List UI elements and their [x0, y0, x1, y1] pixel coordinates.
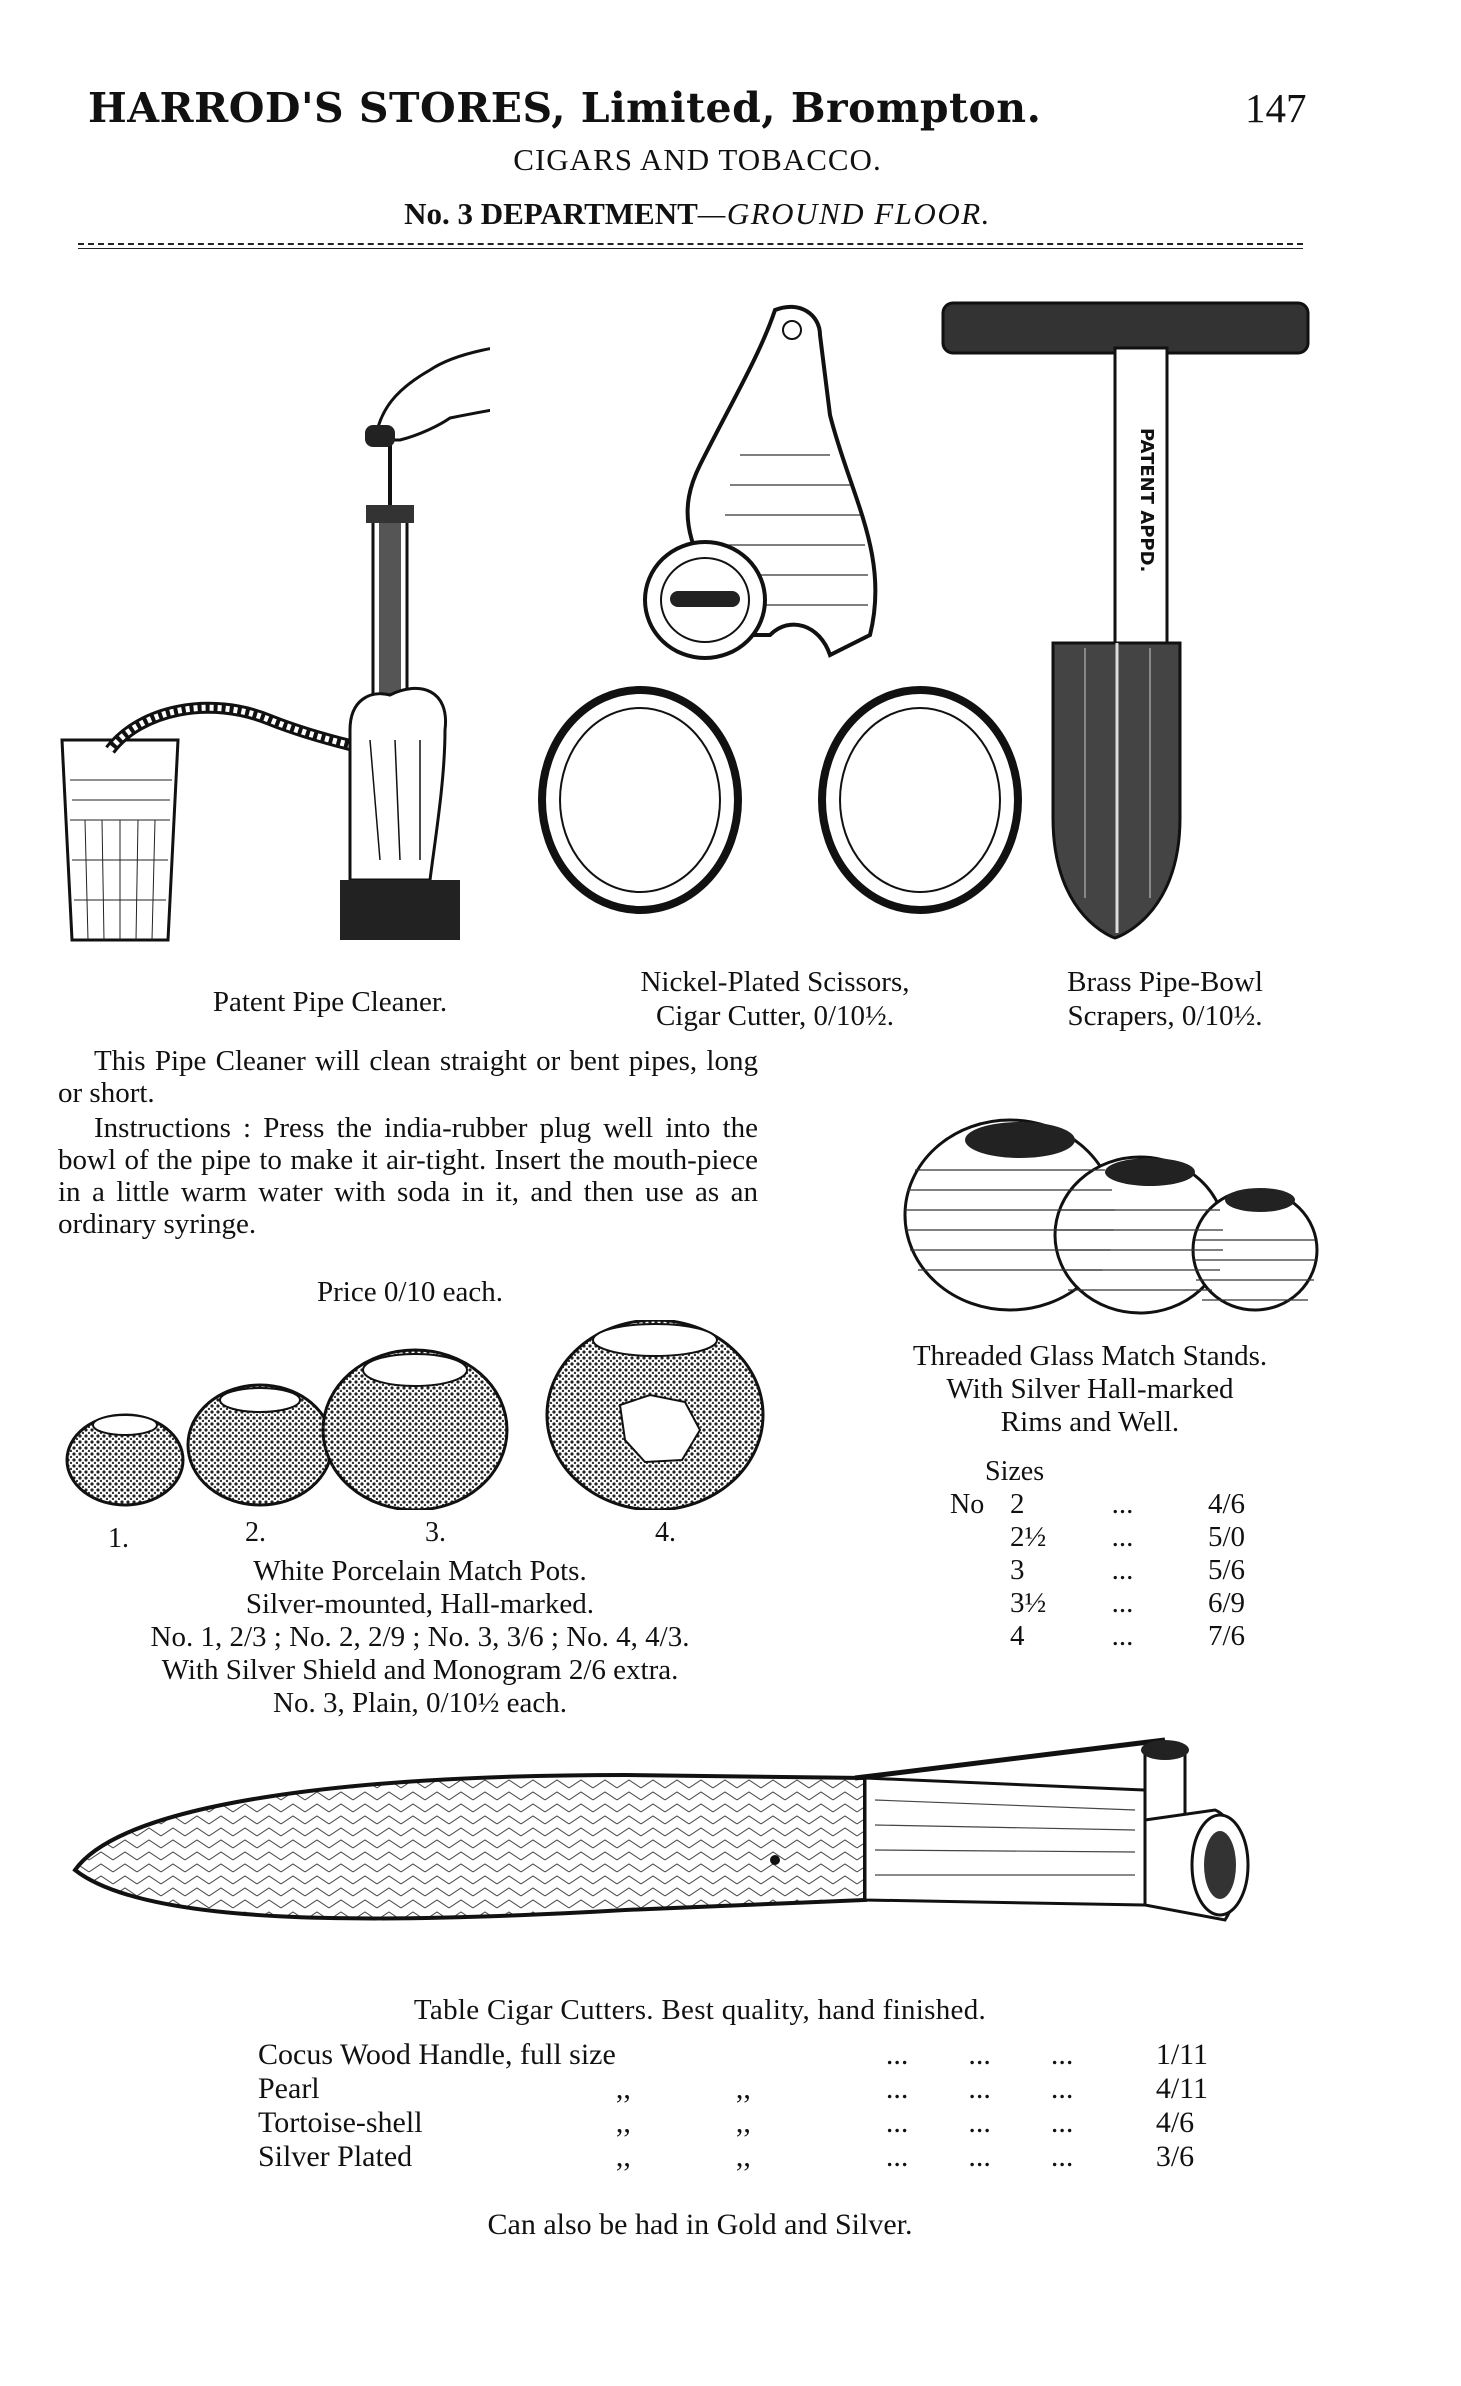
- match-stands-caption-line3: Rims and Well.: [1000, 1406, 1180, 1438]
- match-stands-illustration: [900, 1110, 1320, 1320]
- sizes-no-label: No: [950, 1489, 985, 1520]
- sizes-price: 7/6: [1207, 1620, 1245, 1652]
- sizes-price: 6/9: [1207, 1587, 1245, 1619]
- floor-label: —GROUND FLOOR.: [697, 196, 991, 231]
- cutter-dots: ... ... ...: [885, 2038, 1074, 2071]
- scissors-caption-line1: Nickel-Plated Scissors,: [640, 966, 910, 998]
- section-subtitle: CIGARS AND TOBACCO.: [513, 142, 882, 177]
- match-pot-number-1: 1.: [108, 1523, 129, 1554]
- scraper-caption-line1: Brass Pipe-Bowl: [1067, 966, 1263, 998]
- match-pots-line4: With Silver Shield and Monogram 2/6 extra.: [161, 1654, 679, 1686]
- cutter-q1: [616, 2038, 736, 2072]
- cutter-dots: ... ... ...: [885, 2106, 1074, 2139]
- match-pots-illustration: [60, 1320, 780, 1510]
- scissors-caption-line2: Cigar Cutter, 0/10½.: [655, 1000, 895, 1032]
- pipe-cleaner-instructions: Instructions : Press the india-rubber plug well into the bowl of the pipe to make it air-tight. Insert the mouth-piece in a little warm water with soda in it, and then use as an ordinary syringe.: [58, 1112, 758, 1240]
- sizes-price: 5/0: [1207, 1521, 1245, 1553]
- sizes-row: [1010, 1587, 1245, 1620]
- cutter-price: 1/11: [1155, 2038, 1209, 2071]
- cutter-q1: ,,: [615, 2106, 631, 2139]
- match-pots-line1: White Porcelain Match Pots.: [253, 1555, 587, 1587]
- sizes-row: [1010, 1620, 1245, 1653]
- match-pots-line3: No. 1, 2/3 ; No. 2, 2/9 ; No. 3, 3/6 ; No. 4, 4/3.: [150, 1621, 690, 1653]
- sizes-dots: ...: [1111, 1554, 1134, 1586]
- scraper-caption: [1010, 965, 1320, 1033]
- table-row: [258, 2072, 1236, 2106]
- sizes-dots: ...: [1111, 1521, 1134, 1553]
- sizes-dots: ...: [1111, 1587, 1134, 1619]
- department-label: No. 3 DEPARTMENT: [404, 196, 698, 231]
- cutter-q2: ,,: [735, 2072, 751, 2105]
- cutter-q2: ,,: [735, 2106, 751, 2139]
- cutter-q2: ,,: [735, 2140, 751, 2173]
- pipe-cleaner-illustration: [50, 300, 490, 950]
- cutter-q2: [736, 2038, 886, 2072]
- cutter-q1: ,,: [615, 2140, 631, 2173]
- table-row: [258, 2140, 1236, 2174]
- scraper-engraving: PATENT APPD.: [1136, 428, 1157, 573]
- cutter-name: Pearl: [258, 2072, 320, 2105]
- header-rule: [78, 248, 1303, 249]
- pipe-cleaner-price: Price 0/10 each.: [316, 1276, 503, 1308]
- cutter-price: 3/6: [1155, 2140, 1195, 2173]
- match-pots-line2: Silver-mounted, Hall-marked.: [245, 1588, 595, 1620]
- pipe-cleaner-caption: Patent Pipe Cleaner.: [212, 986, 448, 1018]
- sizes-row: [1010, 1521, 1245, 1554]
- sizes-price: 5/6: [1207, 1554, 1245, 1586]
- table-cigar-cutter-illustration: [65, 1730, 1265, 1960]
- department-line: [0, 196, 1395, 232]
- match-stands-caption-line2: With Silver Hall-marked: [946, 1373, 1234, 1405]
- sizes-size: 2: [1010, 1488, 1025, 1520]
- page-number: 147: [1245, 85, 1307, 131]
- sizes-label: Sizes: [985, 1456, 1045, 1487]
- cutter-name: Tortoise-shell: [258, 2106, 423, 2139]
- sizes-row: [1010, 1554, 1245, 1587]
- cutter-q1: ,,: [615, 2072, 631, 2105]
- match-pot-number-2: 2.: [245, 1517, 266, 1548]
- match-pots-line5: No. 3, Plain, 0/10½ each.: [273, 1687, 567, 1719]
- cutter-dots: ... ... ...: [885, 2072, 1074, 2105]
- table-cutters-footer: Can also be had in Gold and Silver.: [487, 2208, 913, 2241]
- sizes-dots: ...: [1111, 1488, 1134, 1520]
- table-cutters-price-list: [258, 2038, 1236, 2174]
- pipe-scraper-illustration: [935, 298, 1315, 948]
- sizes-row: [1010, 1488, 1245, 1521]
- sizes-price: 4/6: [1207, 1488, 1245, 1520]
- match-pot-number-4: 4.: [655, 1517, 676, 1548]
- sizes-size: 3½: [1010, 1587, 1047, 1619]
- match-stands-caption-line1: Threaded Glass Match Stands.: [912, 1340, 1268, 1372]
- cutter-dots: ... ... ...: [885, 2140, 1074, 2173]
- cutter-name: Silver Plated: [258, 2140, 413, 2173]
- match-stands-caption: [860, 1340, 1320, 1439]
- table-row: [258, 2106, 1236, 2140]
- sizes-table: [1010, 1488, 1245, 1653]
- sizes-size: 4: [1010, 1620, 1025, 1652]
- table-cutters-heading: Table Cigar Cutters. Best quality, hand finished.: [413, 1994, 987, 2026]
- cutter-price: 4/11: [1155, 2072, 1209, 2105]
- header-rule-dashed: [78, 243, 1303, 245]
- table-row: [258, 2038, 1236, 2072]
- scraper-caption-line2: Scrapers, 0/10½.: [1067, 1000, 1263, 1032]
- sizes-size: 2½: [1010, 1521, 1047, 1553]
- match-pots-text: [60, 1555, 780, 1720]
- cutter-price: 4/6: [1155, 2106, 1195, 2139]
- match-pot-number-3: 3.: [425, 1517, 446, 1548]
- sizes-dots: ...: [1111, 1620, 1134, 1652]
- page-title: HARROD'S STORES, Limited, Brompton.: [88, 84, 1042, 132]
- cutter-name: Cocus Wood Handle, full size: [258, 2038, 616, 2071]
- scissors-caption: [555, 965, 995, 1033]
- sizes-size: 3: [1010, 1554, 1025, 1586]
- pipe-cleaner-description: This Pipe Cleaner will clean straight or bent pipes, long or short.: [58, 1045, 758, 1109]
